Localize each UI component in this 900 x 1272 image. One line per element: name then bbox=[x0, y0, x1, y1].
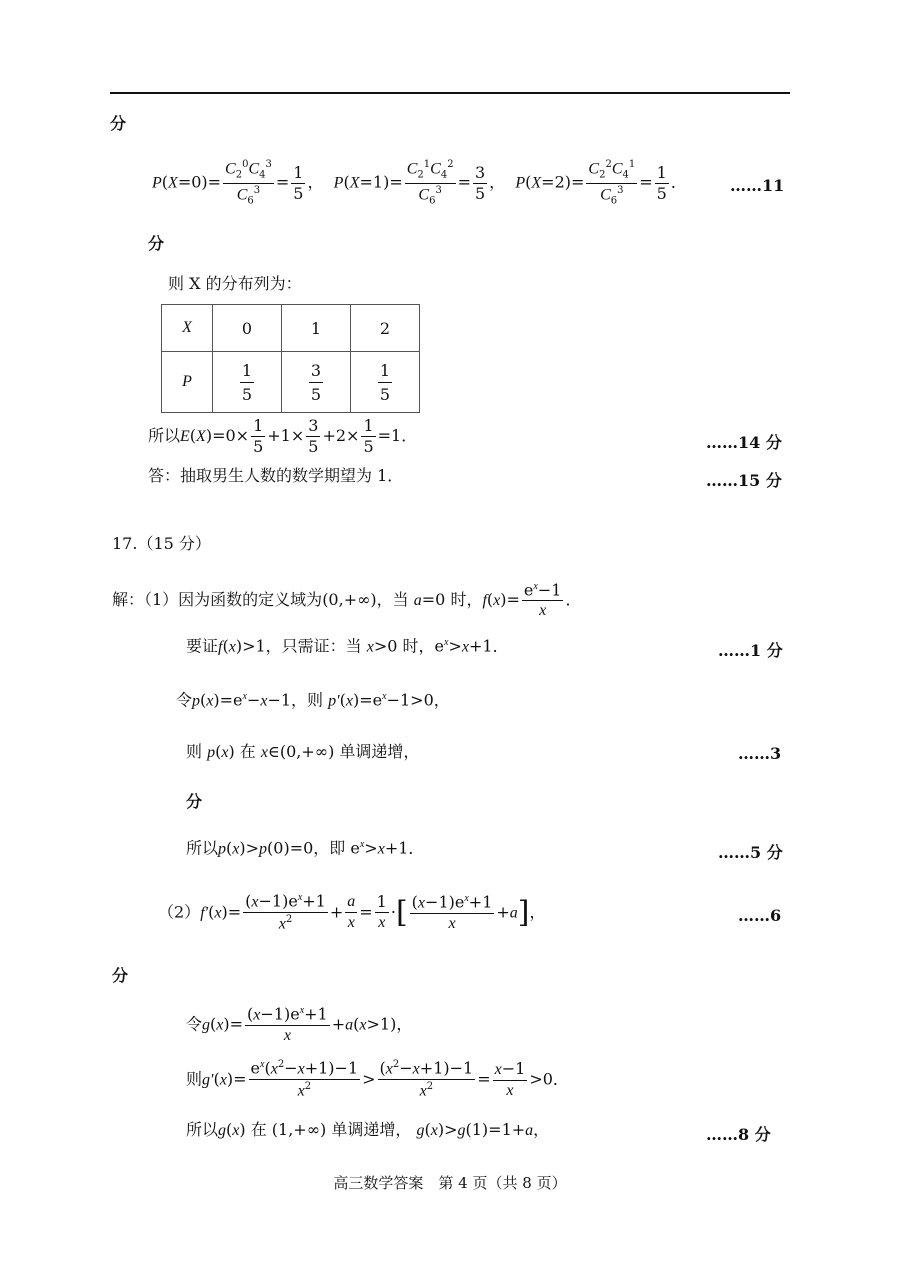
question-17-header: 17.（15 分） bbox=[112, 534, 211, 553]
table-cell: X bbox=[162, 305, 213, 352]
table-cell: 1 bbox=[282, 305, 351, 352]
distribution-table bbox=[161, 304, 420, 413]
so-p-line: 所以p(x)>p(0)=0，即 $e^x>x+1$． bbox=[186, 838, 425, 858]
probability-formulas: P(X=0)= $\frac{C_2^0C_4^3}{C_6^3}$ = $\frac{1}{5}$ ， P(X=1)= $\frac{C_2^1C_4^2}{C_6^3}$ = $\frac{3}{5}$ ， P(X=2)= $\frac{C_2^2C_4^1}{C_6^3}$ = $\frac{1}{5}$ ． bbox=[152, 159, 687, 207]
score-3: ……3 bbox=[738, 744, 782, 763]
table-cell: $\frac{1}{5}$ bbox=[213, 352, 282, 413]
table-cell: $\frac{3}{5}$ bbox=[282, 352, 351, 413]
fen-label: 分 bbox=[110, 114, 127, 133]
fen-label: 分 bbox=[186, 792, 203, 811]
g-derivative-line: 则g′(x)= $\frac{e^x(x^2-x+1)-1}{x^2}$ > $\frac{(x^2-x+1)-1}{x^2}$ = $\frac{x-1}{x}$ >0． bbox=[186, 1058, 569, 1100]
prove-line: 要证f(x)>1，只需证：当 x>0 时，$e^x>x+1$． bbox=[186, 636, 509, 656]
answer-line: 答：抽取男生人数的数学期望为 1． bbox=[148, 466, 404, 485]
table-cell: 0 bbox=[213, 305, 282, 352]
part2-derivative-line: （2）f′(x)= $\frac{(x-1)e^x+1}{x^2}$ + $\frac{a}{x}$ = $\frac{1}{x}$ ·[ $\frac{(x-1)e^x+1}{x}$ +a]， bbox=[158, 891, 546, 933]
so-g-line: 所以g(x) 在 (1,+∞) 单调递增， g(x)>g(1)=1+a， bbox=[186, 1120, 550, 1139]
header-rule bbox=[110, 92, 790, 94]
define-p-line: 令$p(x)=e^x-x-1$，则 $p'(x)=e^x-1>0$， bbox=[176, 690, 450, 710]
distribution-intro: 则 X 的分布列为： bbox=[168, 274, 302, 293]
fen-label: 分 bbox=[112, 966, 129, 985]
table-cell: $\frac{1}{5}$ bbox=[351, 352, 420, 413]
score-15: ……15 分 bbox=[706, 471, 782, 490]
score-11: ……11 bbox=[730, 176, 785, 195]
score-5: ……5 分 bbox=[718, 843, 783, 862]
define-g-line: 令g(x)= $\frac{(x-1)e^x+1}{x}$ +a(x>1)， bbox=[186, 1004, 413, 1045]
monotone-p-line: 则 p(x) 在 x∈(0,+∞) 单调递增， bbox=[186, 742, 420, 761]
fen-label: 分 bbox=[148, 234, 165, 253]
score-14: ……14 分 bbox=[706, 433, 782, 452]
table-cell: 2 bbox=[351, 305, 420, 352]
score-8: ……8 分 bbox=[706, 1125, 771, 1144]
part1-intro: 解：（1）因为函数的定义域为(0,+∞)，当 a=0 时，f(x)= $\frac{e^x-1}{x}$ ． bbox=[112, 580, 582, 620]
page-footer: 高三数学答案 第 4 页（共 8 页） bbox=[333, 1174, 567, 1192]
score-6: ……6 bbox=[738, 906, 782, 925]
expectation-line: 所以E(X)=0× $\frac{1}{5}$ +1× $\frac{3}{5}$ +2× $\frac{1}{5}$ =1． bbox=[148, 416, 418, 456]
table-cell: P bbox=[162, 352, 213, 413]
score-1: ……1 分 bbox=[718, 641, 783, 660]
